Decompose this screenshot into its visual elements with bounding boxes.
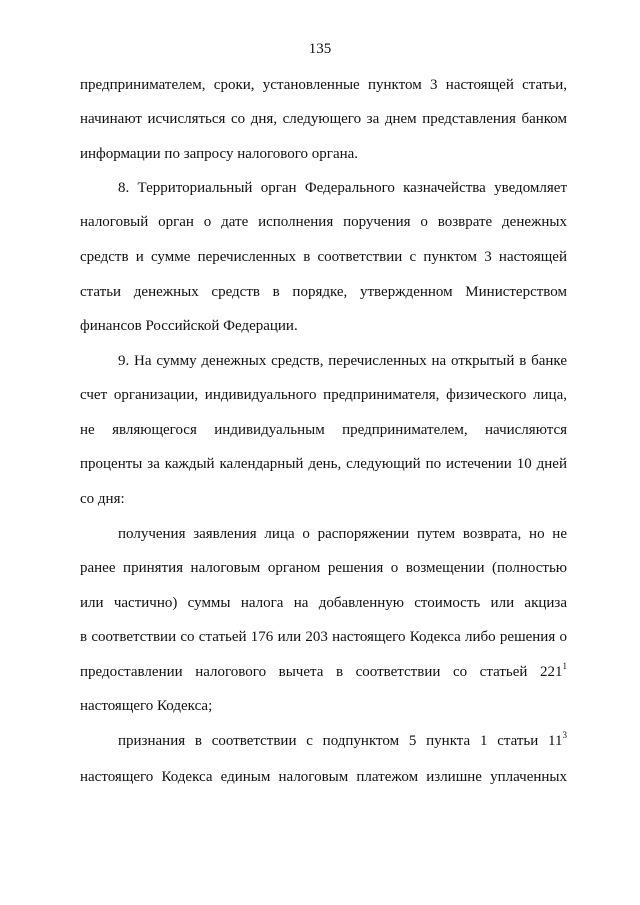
text-line: в соответствии со статьей 176 или 203 настоящего Кодекса либо решения о (80, 629, 567, 645)
text-line: финансов Российской Федерации. (80, 318, 298, 334)
text-line: 9. На сумму денежных средств, перечисленных на открытый в банке (118, 353, 567, 369)
page-number: 135 (308, 41, 332, 57)
text-line: предпринимателем, сроки, установленные пунктом 3 настоящей статьи, (80, 77, 567, 93)
text-line: начинают исчисляться со дня, следующего за днем представления банком (80, 111, 567, 127)
text-line: со дня: (80, 491, 125, 507)
text-line: статьи денежных средств в порядке, утвержденном Министерством (80, 284, 567, 300)
superscript: 3 (562, 730, 567, 740)
text-line: настоящего Кодекса единым налоговым платежом излишне уплаченных (80, 769, 567, 785)
text-line: счет организации, индивидуального предпринимателя, физического лица, (80, 387, 567, 403)
text-line (118, 732, 567, 750)
text-line: 8. Территориальный орган Федерального казначейства уведомляет (118, 180, 567, 196)
text-line: получения заявления лица о распоряжении путем возврата, но не (118, 526, 567, 542)
text-line-body: признания в соответствии с подпунктом 5 пункта 1 статьи 11 (118, 733, 563, 749)
text-line: налоговый орган о дате исполнения поручения о возврате денежных (80, 214, 567, 230)
text-line: или частично) суммы налога на добавленную стоимость или акциза (80, 595, 567, 611)
text-line: не являющегося индивидуальным предпринимателем, начисляются (80, 422, 567, 438)
text-line: информации по запросу налогового органа. (80, 146, 359, 162)
text-line: ранее принятия налоговым органом решения о возмещении (полностью (80, 560, 567, 576)
text-line: настоящего Кодекса; (80, 698, 213, 714)
text-line-body: предоставлении налогового вычета в соответствии со статьей 221 (80, 664, 563, 680)
text-line (80, 663, 567, 681)
superscript: 1 (562, 661, 567, 671)
text-line: средств и сумме перечисленных в соответствии с пунктом 3 настоящей (80, 249, 567, 265)
text-line: проценты за каждый календарный день, следующий по истечении 10 дней (80, 456, 567, 472)
